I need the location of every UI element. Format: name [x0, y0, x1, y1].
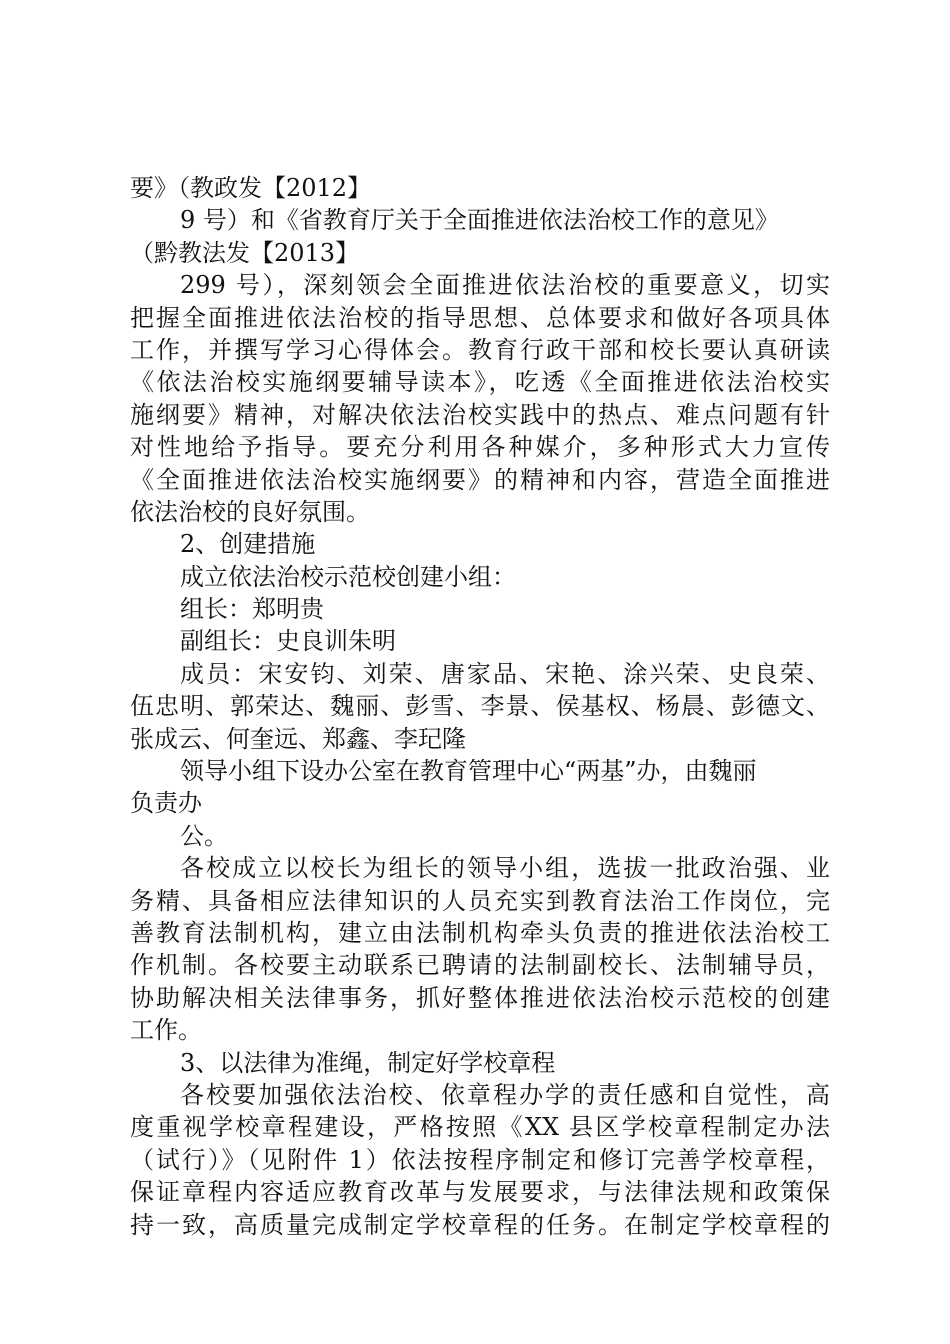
text-line: 施纲要》精神，对解决依法治校实践中的热点、难点问题有针 — [130, 400, 830, 429]
text-line: 组长：郑明贵 — [180, 595, 324, 624]
text-line: 持一致，高质量完成制定学校章程的任务。在制定学校章程的 — [130, 1210, 830, 1239]
text-line: 成立依法治校示范校创建小组： — [180, 562, 516, 591]
text-line: 协助解决相关法律事务，抓好整体推进依法治校示范校的创建 — [130, 983, 830, 1012]
document-body — [130, 172, 830, 1241]
text-line: 保证章程内容适应教育改革与发展要求，与法律法规和政策保 — [130, 1178, 830, 1207]
text-line: 工作。 — [130, 1016, 202, 1045]
text-line: 各校成立以校长为组长的领导小组，选拔一批政治强、业 — [180, 854, 830, 883]
text-line: 张成云、何奎远、郑鑫、李玘隆 — [130, 724, 466, 753]
text-line: 工作，并撰写学习心得体会。教育行政干部和校长要认真研读 — [130, 335, 830, 364]
text-line: 《全面推进依法治校实施纲要》的精神和内容，营造全面推进 — [130, 465, 830, 494]
text-line: 负责办 — [130, 789, 202, 818]
text-line: 务精、具备相应法律知识的人员充实到教育法治工作岗位，完 — [130, 886, 830, 915]
text-line: （试行）》（见附件 1）依法按程序制定和修订完善学校章程， — [130, 1145, 830, 1174]
text-line: 对性地给予指导。要充分利用各种媒介，多种形式大力宣传 — [130, 433, 830, 462]
text-line: 9 号）和《省教育厅关于全面推进依法治校工作的意见》 — [180, 206, 779, 235]
text-line: 依法治校的良好氛围。 — [130, 497, 370, 526]
text-line: 作机制。各校要主动联系已聘请的法制副校长、法制辅导员， — [130, 951, 830, 980]
text-line: 成员：宋安钧、刘荣、唐家品、宋艳、涂兴荣、史良荣、 — [180, 659, 830, 688]
text-line: 副组长：史良训朱明 — [180, 627, 396, 656]
section-heading: 2、创建措施 — [180, 530, 316, 559]
text-line: （黔教法发【2013】 — [130, 238, 360, 267]
text-line: 公。 — [180, 821, 228, 850]
section-heading: 3、以法律为准绳，制定好学校章程 — [180, 1048, 556, 1077]
text-line: 度重视学校章程建设，严格按照《XX 县区学校章程制定办法 — [130, 1113, 830, 1142]
text-line: 把握全面推进依法治校的指导思想、总体要求和做好各项具体 — [130, 303, 830, 332]
text-line: 要》（教政发【2012】 — [130, 174, 372, 202]
text-line: 《依法治校实施纲要辅导读本》，吃透《全面推进依法治校实 — [130, 368, 830, 397]
text-line: 299 号），深刻领会全面推进依法治校的重要意义，切实 — [180, 271, 830, 300]
text-line: 领导小组下设办公室在教育管理中心“两基”办，由魏丽 — [180, 757, 757, 786]
text-line: 各校要加强依法治校、依章程办学的责任感和自觉性，高 — [180, 1080, 830, 1109]
text-line: 善教育法制机构，建立由法制机构牵头负责的推进依法治校工 — [130, 918, 830, 947]
text-line: 伍忠明、郭荣达、魏丽、彭雪、李景、侯基权、杨晨、彭德文、 — [130, 692, 830, 721]
